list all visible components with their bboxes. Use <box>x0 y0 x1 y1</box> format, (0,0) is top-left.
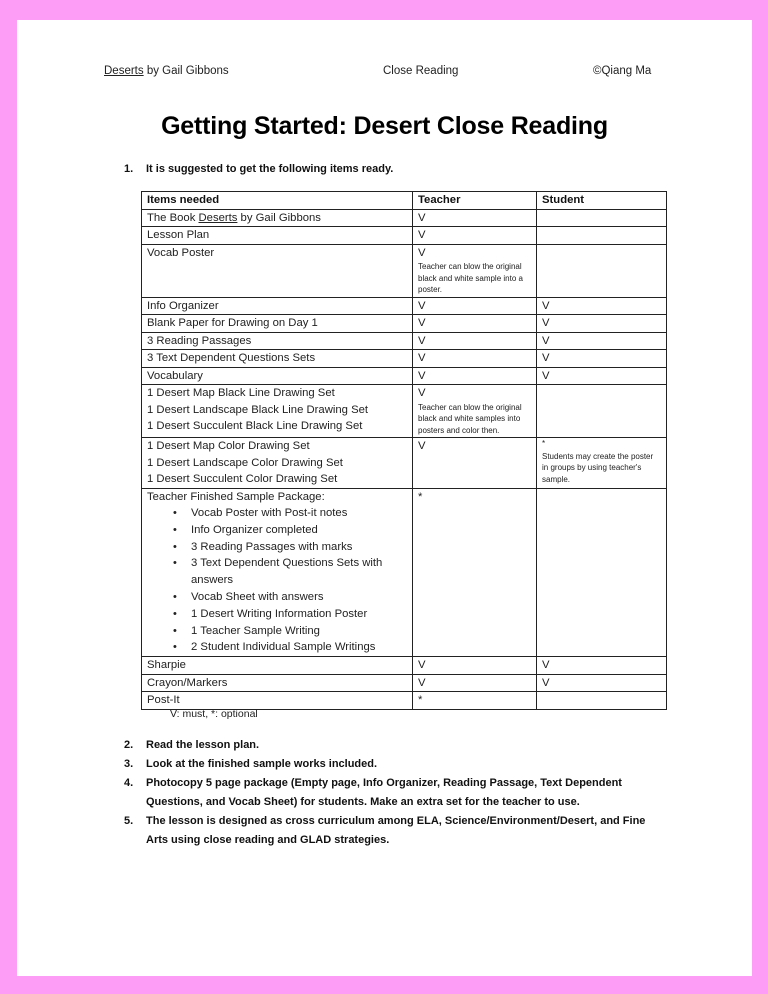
item-line: 1 Desert Map Color Drawing Set <box>147 440 310 452</box>
header-left <box>104 65 229 77</box>
item-cell: Vocabulary <box>142 367 413 385</box>
teacher-cell: V <box>413 674 537 692</box>
page-title: Getting Started: Desert Close Reading <box>161 112 608 140</box>
teacher-cell: V <box>413 297 537 315</box>
teacher-cell: V <box>413 227 537 245</box>
item-cell: Sharpie <box>142 657 413 675</box>
teacher-cell: * <box>413 692 537 710</box>
table-row <box>142 692 667 710</box>
step-number: 2. <box>124 739 134 751</box>
student-cell <box>537 227 667 245</box>
student-cell: V <box>537 350 667 368</box>
student-mark: * <box>542 439 546 448</box>
student-cell <box>537 438 667 489</box>
item-cell: Post-It <box>142 692 413 710</box>
step-text: Look at the finished sample works included. <box>146 758 378 770</box>
item-text: The Book <box>147 211 199 224</box>
list-item: • 3 Reading Passages with marks <box>173 539 407 556</box>
item-line: 1 Desert Map Black Line Drawing Set <box>147 387 335 399</box>
table-row <box>142 350 667 368</box>
step-text: Read the lesson plan. <box>146 739 260 751</box>
student-cell: V <box>537 297 667 315</box>
list-item: • 1 Teacher Sample Writing <box>173 623 407 640</box>
step-number: 5. <box>124 815 134 827</box>
col-header-student: Student <box>537 192 667 210</box>
item-cell: 3 Reading Passages <box>142 332 413 350</box>
col-header-teacher: Teacher <box>413 192 537 210</box>
table-legend: V: must, *: optional <box>170 708 258 720</box>
list-item: • Vocab Poster with Post-it notes <box>173 505 407 522</box>
student-cell: V <box>537 332 667 350</box>
step-text: The lesson is designed as cross curriculum among ELA, Science/Environment/Desert, and Fine Arts using close reading and GLAD strategies. <box>146 815 646 846</box>
step-number: 1. <box>124 163 134 175</box>
student-cell <box>537 244 667 297</box>
student-cell <box>537 209 667 227</box>
teacher-cell: V <box>413 350 537 368</box>
item-cell: Crayon/Markers <box>142 674 413 692</box>
teacher-cell: V <box>413 332 537 350</box>
table-row <box>142 332 667 350</box>
col-header-items: Items needed <box>142 192 413 210</box>
step-number: 4. <box>124 777 134 789</box>
table-row <box>142 657 667 675</box>
student-cell: V <box>537 315 667 333</box>
teacher-cell: V <box>413 367 537 385</box>
item-cell: 3 Text Dependent Questions Sets <box>142 350 413 368</box>
student-cell <box>537 488 667 657</box>
item-cell: Lesson Plan <box>142 227 413 245</box>
package-list <box>147 505 407 656</box>
teacher-cell: V <box>413 315 537 333</box>
item-text: by Gail Gibbons <box>237 211 321 224</box>
table-row <box>142 227 667 245</box>
item-cell: Vocab Poster <box>142 244 413 297</box>
table-row <box>142 244 667 297</box>
item-heading: Teacher Finished Sample Package: <box>147 490 325 503</box>
item-line: 1 Desert Landscape Color Drawing Set <box>147 456 343 469</box>
teacher-mark: V <box>418 246 426 259</box>
student-cell: V <box>537 674 667 692</box>
list-item: • Info Organizer completed <box>173 522 407 539</box>
table-row <box>142 488 667 657</box>
table-header-row <box>142 192 667 210</box>
table-row <box>142 367 667 385</box>
teacher-cell <box>413 385 537 438</box>
step-text: Photocopy 5 page package (Empty page, Info Organizer, Reading Passage, Text Dependent Questions, and Vocab Sheet) for students. Make an extra set for the teacher to use. <box>146 777 622 808</box>
item-cell: Blank Paper for Drawing on Day 1 <box>142 315 413 333</box>
book-title: Deserts <box>198 211 238 224</box>
teacher-cell: * <box>413 488 537 657</box>
header-right: ©Qiang Ma <box>593 65 652 77</box>
teacher-cell: V <box>413 438 537 489</box>
table-row <box>142 385 667 438</box>
items-table <box>141 191 667 710</box>
header-center: Close Reading <box>383 65 459 77</box>
student-cell <box>537 385 667 438</box>
item-line: 1 Desert Succulent Color Drawing Set <box>147 473 338 485</box>
student-cell <box>537 692 667 710</box>
step-number: 3. <box>124 758 134 770</box>
table-row <box>142 438 667 489</box>
student-note: Students may create the poster in groups by using teacher's sample. <box>542 451 654 484</box>
item-line: 1 Desert Landscape Black Line Drawing Set <box>147 403 369 416</box>
step-text: It is suggested to get the following items ready. <box>146 163 394 175</box>
list-item: • 1 Desert Writing Information Poster <box>173 606 407 623</box>
teacher-note: Teacher can blow the original black and white sample into a poster. <box>418 262 523 294</box>
list-item: • 3 Text Dependent Questions Sets with answers <box>173 555 407 589</box>
list-item: • Vocab Sheet with answers <box>173 589 407 606</box>
teacher-note: Teacher can blow the original black and white samples into posters and color then. <box>418 402 522 435</box>
author-text: by Gail Gibbons <box>143 65 229 77</box>
teacher-mark: V <box>418 387 426 399</box>
item-cell: Info Organizer <box>142 297 413 315</box>
teacher-cell: V <box>413 657 537 675</box>
item-cell <box>142 209 413 227</box>
item-line: 1 Desert Succulent Black Line Drawing Set <box>147 420 363 432</box>
item-cell <box>142 438 413 489</box>
table-row <box>142 674 667 692</box>
student-cell: V <box>537 657 667 675</box>
student-cell: V <box>537 367 667 385</box>
list-item: • 2 Student Individual Sample Writings <box>173 639 407 656</box>
item-cell <box>142 488 413 657</box>
table-row <box>142 315 667 333</box>
table-row <box>142 297 667 315</box>
item-cell <box>142 385 413 438</box>
table-row <box>142 209 667 227</box>
document-page <box>17 20 752 976</box>
book-title: Deserts <box>104 65 144 77</box>
teacher-cell <box>413 244 537 297</box>
teacher-cell: V <box>413 209 537 227</box>
